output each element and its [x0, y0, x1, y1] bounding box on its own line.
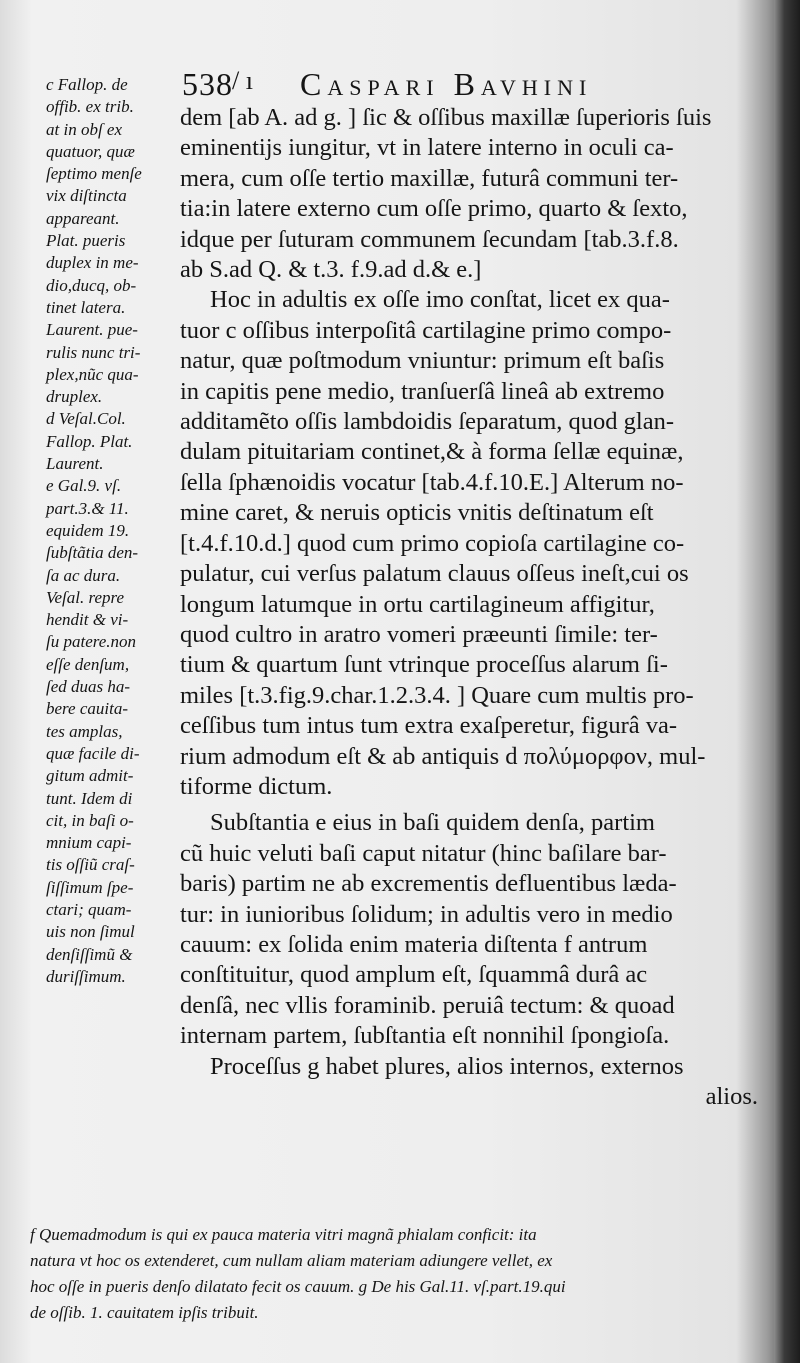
- margin-notes-line: Plat. pueris: [46, 231, 126, 251]
- margin-notes-line: ctari; quam-: [46, 899, 132, 919]
- main-text-line: longum latumque in ortu cartilagineum affigitur,: [180, 590, 655, 618]
- margin-notes-line: at in obſ ex: [46, 119, 123, 139]
- margin-notes-line: tinet latera.: [46, 297, 126, 317]
- margin-notes-line: equidem 19.: [46, 520, 130, 540]
- margin-notes-line: denſiſſimũ &: [46, 944, 133, 964]
- margin-notes-line: part.3.& 11.: [46, 498, 129, 518]
- margin-notes-line: mnium capi-: [46, 833, 132, 853]
- margin-notes-line: d Veſal.Col.: [46, 409, 126, 429]
- main-text-line: tuor c oſſibus interpoſitâ cartilagine primo compo-: [180, 316, 672, 344]
- footnotes-line: f Quemadmodum is qui ex pauca materia vitri magnã phialam conficit: ita: [30, 1225, 537, 1244]
- margin-notes-line: e Gal.9. vſ.: [46, 476, 122, 496]
- margin-notes-line: bere cauita-: [46, 699, 128, 719]
- main-text-line: natur, quæ poſtmodum vniuntur: primum eſt baſis: [180, 347, 665, 375]
- margin-notes-line: Fallop. Plat.: [46, 431, 133, 451]
- margin-notes-line: tunt. Idem di: [46, 788, 133, 808]
- margin-notes-line: ſed duas ha-: [46, 677, 131, 697]
- margin-notes-line: ſiſſimum ſpe-: [46, 877, 134, 897]
- margin-notes-line: plex,nũc qua-: [46, 364, 139, 384]
- margin-notes-line: Laurent. pue-: [46, 320, 138, 340]
- margin-notes-line: quæ facile di-: [46, 743, 140, 763]
- margin-notes-line: vix diſtincta: [46, 186, 127, 206]
- main-text-line: idque per ſuturam communem ſecundam [tab.3.f.8.: [180, 225, 679, 253]
- main-text-line: internam partem, ſubſtantia eſt nonnihil ſpongioſa.: [180, 1022, 670, 1050]
- main-text-line: pulatur, cui verſus palatum clauus oſſeus ineſt,cui os: [180, 560, 689, 588]
- margin-notes-line: uis non ſimul: [46, 922, 135, 942]
- margin-notes-line: druplex.: [46, 387, 103, 407]
- main-text-line: eminentijs iungitur, vt in latere interno in oculi ca-: [180, 134, 674, 162]
- margin-notes-line: appareant.: [46, 208, 120, 228]
- main-text-line: denſâ, nec vllis foraminib. peruiâ tectum: & quoad: [180, 991, 675, 1019]
- margin-notes-line: ſa ac dura.: [46, 565, 121, 585]
- main-text-line: dulam pituitariam continet,& à forma ſellæ equinæ,: [180, 438, 684, 466]
- main-text-line: tur: in iunioribus ſolidum; in adultis vero in medio: [180, 900, 673, 928]
- margin-notes-line: duriſſimum.: [46, 966, 126, 986]
- main-text-line: mine caret, & neruis opticis vnitis deſtinatum eſt: [180, 499, 654, 527]
- margin-notes: [46, 74, 176, 988]
- margin-notes-line: duplex in me-: [46, 253, 139, 273]
- margin-notes-line: cit, in baſi o-: [46, 810, 134, 830]
- margin-notes-line: gitum admit-: [46, 766, 134, 786]
- main-text-line: dem [ab A. ad g. ] ſic & oſſibus maxillæ ſuperioris ſuis: [180, 104, 712, 131]
- main-text-line: mera, cum oſſe tertio maxillæ, futurâ communi ter-: [180, 164, 679, 192]
- main-text-line: ceſſibus tum intus tum extra exaſperetur, figurâ va-: [180, 712, 678, 740]
- main-text-line: conſtituitur, quod amplum eſt, ſquammâ durâ ac: [180, 961, 648, 989]
- main-text-line: cũ huic veluti baſi caput nitatur (hinc baſilare bar-: [180, 839, 667, 867]
- main-text-line: rium admodum eſt & ab antiquis d πολύμορφον, mul-: [180, 742, 706, 770]
- margin-notes-line: hendit & vi-: [46, 610, 129, 630]
- main-text-line: in capitis pene medio, tranſuerſâ lineâ ab extremo: [180, 377, 665, 405]
- main-text-line: tiforme dictum.: [180, 772, 333, 800]
- margin-notes-line: rulis nunc tri-: [46, 342, 141, 362]
- margin-notes-line: tes amplas,: [46, 721, 123, 741]
- footnotes-line: natura vt hoc os extenderet, cum nullam aliam materiam adiungere vellet, ex: [30, 1251, 553, 1270]
- page-number: 538: [182, 66, 233, 102]
- main-text-line: Hoc in adultis ex oſſe imo conſtat, licet ex qua-: [210, 286, 670, 314]
- book-gutter-shadow: [774, 0, 800, 1363]
- main-text-line: tium & quartum ſunt vtrinque proceſſus alarum ſi-: [180, 651, 668, 679]
- main-text-line: tia:in latere externo cum oſſe primo, quarto & ſexto,: [180, 195, 688, 223]
- margin-notes-line: offib. ex trib.: [46, 97, 134, 117]
- footnotes-line: de oſſib. 1. cauitatem ipſis tribuit.: [30, 1303, 259, 1322]
- main-text-line: ab S.ad Q. & t.3. f.9.ad d.& e.]: [180, 256, 482, 284]
- main-text-line: baris) partim ne ab excrementis defluentibus lædа-: [180, 870, 677, 898]
- main-text-line: [t.4.f.10.d.] quod cum primo copioſa cartilagine co-: [180, 529, 685, 557]
- margin-notes-line: quatuor, quæ: [46, 141, 135, 161]
- main-text-line: alios.: [705, 1083, 758, 1110]
- margin-notes-line: ſubſtãtia den-: [46, 543, 139, 563]
- main-text-line: ſella ſphænoidis vocatur [tab.4.f.10.E.] Alterum no-: [180, 468, 684, 496]
- margin-notes-line: ſeptimo menſe: [46, 164, 142, 184]
- margin-notes-line: ſu patere.non: [46, 632, 137, 652]
- main-text-line: quod cultro in aratro vomeri præeunti ſimile: ter-: [180, 620, 658, 648]
- running-head-title: Caspari Bavhini: [300, 66, 593, 102]
- margin-notes-line: tis oſſiũ craſ-: [46, 855, 135, 875]
- footnotes-line: hoc oſſe in pueris denſo dilatato fecit os cauum. g De his Gal.11. vſ.part.19.qui: [30, 1277, 566, 1296]
- main-text-line: Proceſſus g habet plures, alios internos, externos: [210, 1052, 684, 1080]
- main-text: [180, 103, 766, 1112]
- main-text-line: miles [t.3.fig.9.char.1.2.3.4. ] Quare cum multis pro-: [180, 681, 694, 709]
- margin-notes-line: Veſal. repre: [46, 587, 125, 607]
- main-text-line: additamẽto oſſis lambdoidis ſeparatum, quod glan-: [180, 408, 674, 436]
- margin-notes-line: Laurent.: [46, 454, 104, 474]
- main-text-line: Subſtantia e eius in baſi quidem denſa, partim: [210, 809, 655, 837]
- running-head-marks: / ı: [232, 66, 253, 95]
- footnotes: [30, 1222, 770, 1326]
- main-text-line: cauum: ex ſolida enim materia diſtenta f antrum: [180, 930, 648, 958]
- margin-notes-line: dio,ducq, ob-: [46, 275, 137, 295]
- margin-notes-line: eſſe denſum,: [46, 654, 130, 674]
- margin-notes-line: c Fallop. de: [46, 75, 128, 94]
